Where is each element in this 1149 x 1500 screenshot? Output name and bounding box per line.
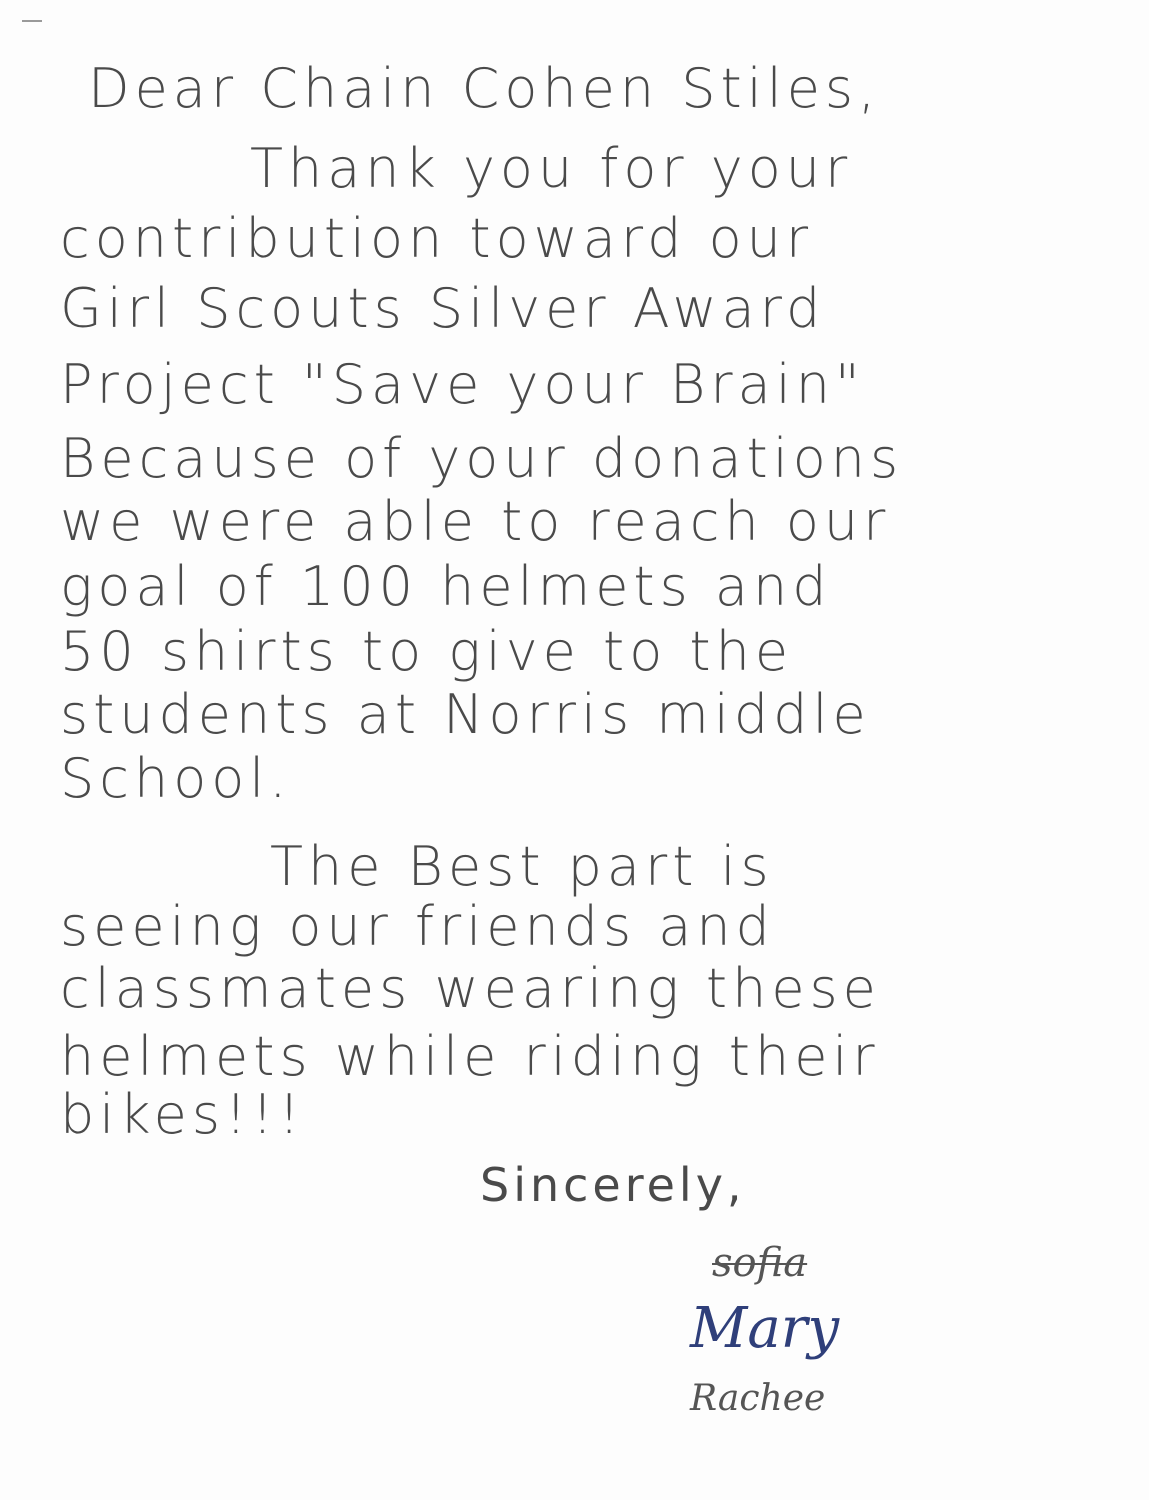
letter-line: Project "Save your Brain" bbox=[60, 353, 865, 416]
signature: Rachee bbox=[690, 1378, 826, 1419]
letter-line: students at Norris middle bbox=[60, 683, 871, 746]
letter-line: Because of your donations bbox=[60, 427, 904, 490]
salutation: Dear Chain Cohen Stiles, bbox=[88, 57, 881, 120]
letter-line: Girl Scouts Silver Award bbox=[60, 277, 826, 340]
letter-line: seeing our friends and bbox=[60, 895, 775, 958]
letter-line: 50 shirts to give to the bbox=[60, 620, 794, 683]
letter-line: contribution toward our bbox=[60, 207, 814, 270]
letter-line: Thank you for your bbox=[250, 137, 853, 200]
letter-line: classmates wearing these bbox=[60, 957, 881, 1020]
closing: Sincerely, bbox=[480, 1158, 746, 1212]
letter-line: we were able to reach our bbox=[60, 490, 891, 553]
letter-line: School. bbox=[60, 747, 292, 810]
scan-corner-mark bbox=[22, 20, 42, 22]
letter-line: bikes!!! bbox=[60, 1083, 305, 1146]
signature-blue-ink: Mary bbox=[690, 1296, 840, 1361]
letter-line: helmets while riding their bbox=[60, 1025, 880, 1088]
letter-line: The Best part is bbox=[270, 835, 774, 898]
letter-line: goal of 100 helmets and bbox=[60, 555, 832, 618]
signature-struck: sofia bbox=[712, 1240, 808, 1286]
